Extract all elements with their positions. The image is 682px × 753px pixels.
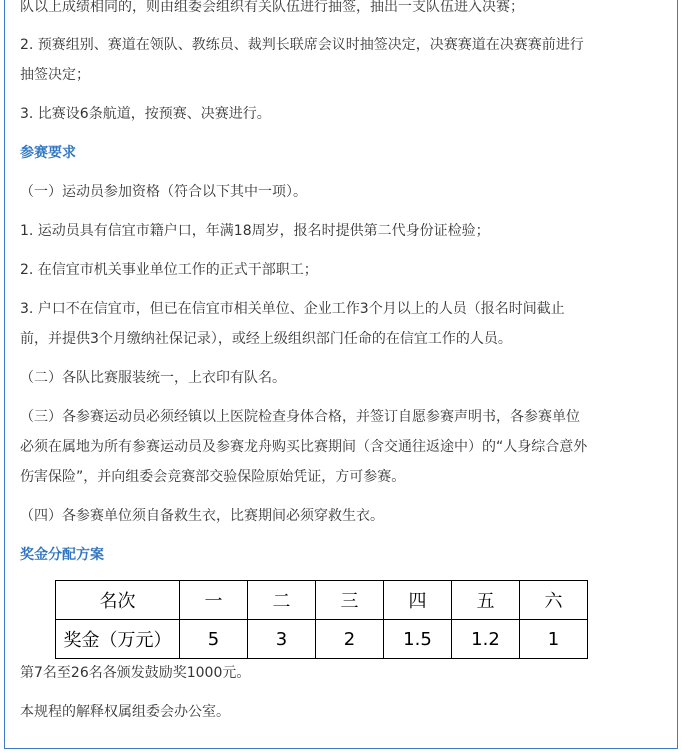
- rank-cell: 一: [180, 581, 248, 620]
- amount-cell: 1.5: [384, 620, 452, 659]
- section-heading-requirements: 参赛要求: [20, 145, 76, 161]
- requirement-paragraph: 前，并提供3个月缴纳社保记录），或经上级组织部门任命的在信宜工作的人员。: [20, 331, 512, 347]
- requirement-paragraph: 3. 户口不在信宜市，但已在信宜市相关单位、企业工作3个月以上的人员（报名时间截止: [20, 301, 565, 317]
- prize-note: 第7名至26名各颁发鼓励奖1000元。: [20, 665, 251, 681]
- amount-header-cell: 奖金（万元）: [56, 620, 180, 659]
- requirement-paragraph: 伤害保险”，并向组委会竞赛部交验保险原始凭证，方可参赛。: [20, 469, 406, 485]
- rules-line: 抽签决定；: [20, 67, 90, 83]
- requirement-paragraph: 2. 在信宜市机关事业单位工作的正式干部职工；: [20, 262, 318, 278]
- table-row: [56, 581, 588, 620]
- footer-text: 本规程的解释权属组委会办公室。: [20, 704, 230, 720]
- amount-cell: 5: [180, 620, 248, 659]
- table-row: [56, 620, 588, 659]
- rules-line: 2. 预赛组别、赛道在领队、教练员、裁判长联席会议时抽签决定，决赛赛道在决赛赛前进行: [20, 37, 584, 53]
- rules-line: 队以上成绩相同的，则由组委会组织有关队伍进行抽签，抽出一支队伍进入决赛；: [20, 0, 524, 15]
- requirement-paragraph: （四）各参赛单位须自备救生衣，比赛期间必须穿救生衣。: [20, 508, 384, 524]
- amount-cell: 1: [520, 620, 588, 659]
- rank-header-cell: 名次: [56, 581, 180, 620]
- section-heading-prize: 奖金分配方案: [20, 547, 104, 563]
- amount-cell: 1.2: [452, 620, 520, 659]
- prize-table: [55, 580, 588, 659]
- rank-cell: 三: [316, 581, 384, 620]
- requirement-paragraph: （三）各参赛运动员必须经镇以上医院检查身体合格，并签订自愿参赛声明书，各参赛单位: [20, 409, 580, 425]
- amount-cell: 3: [248, 620, 316, 659]
- requirement-paragraph: 必须在属地为所有参赛运动员及参赛龙舟购买比赛期间（含交通往返途中）的“人身综合意外: [20, 439, 588, 455]
- requirement-paragraph: （一）运动员参加资格（符合以下其中一项）。: [20, 184, 307, 200]
- rank-cell: 五: [452, 581, 520, 620]
- rules-line: 3. 比赛设6条航道，按预赛、决赛进行。: [20, 106, 271, 122]
- requirement-paragraph: 1. 运动员具有信宜市籍户口，年满18周岁，报名时提供第二代身份证检验；: [20, 223, 490, 239]
- rank-cell: 四: [384, 581, 452, 620]
- rank-cell: 二: [248, 581, 316, 620]
- rank-cell: 六: [520, 581, 588, 620]
- requirement-paragraph: （二）各队比赛服装统一，上衣印有队名。: [20, 370, 286, 386]
- amount-cell: 2: [316, 620, 384, 659]
